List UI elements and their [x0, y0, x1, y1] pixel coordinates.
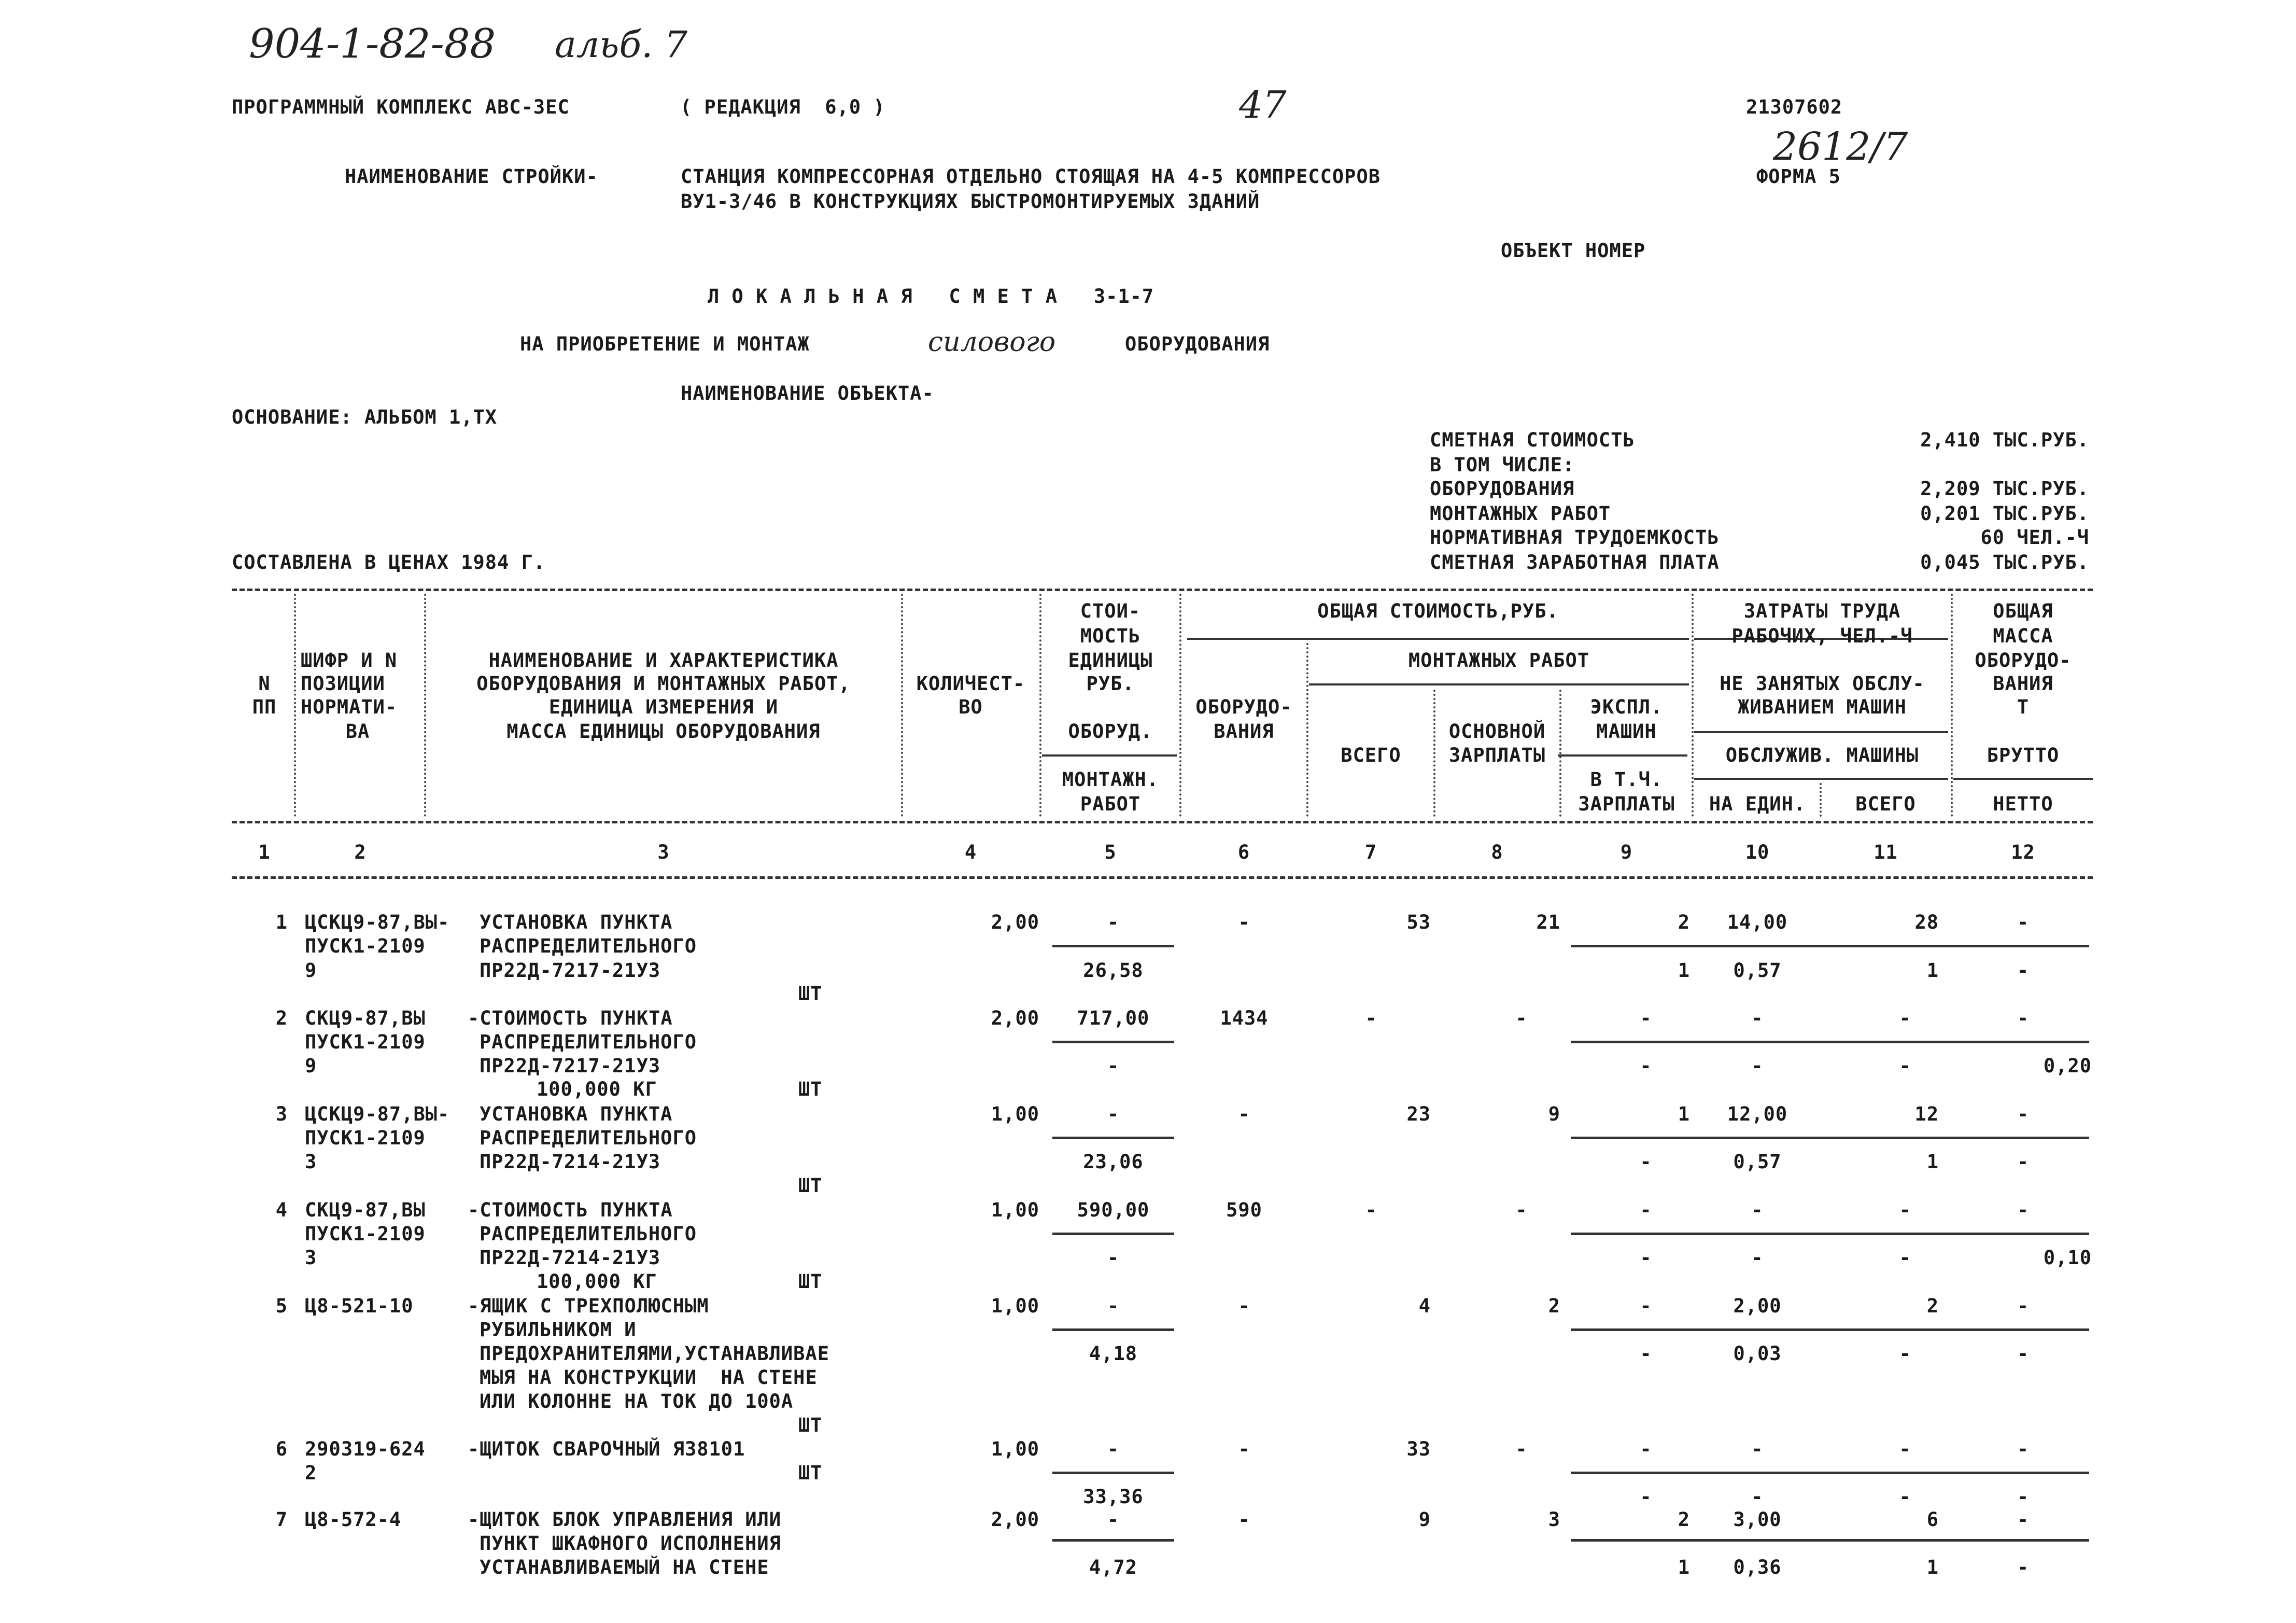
row-number: 2 — [275, 1007, 288, 1029]
col-header-labor-total: ВСЕГО — [1855, 793, 1916, 815]
col-header-name: НАИМЕНОВАНИЕ И ХАРАКТЕРИСТИКА — [488, 649, 839, 671]
row-mass-gross: - — [2017, 911, 2030, 933]
row-mass-gross: - — [2017, 1295, 2030, 1317]
row-labor-total: 6 — [1926, 1508, 1939, 1531]
row-labor-total-machines: - — [1899, 1342, 1911, 1365]
row-cost-machines: - — [1640, 1438, 1652, 1460]
row-labor-unit-machines: 0,03 — [1733, 1342, 1782, 1365]
row-labor-unit-machines: - — [1751, 1486, 1764, 1508]
construction-name-line-1: СТАНЦИЯ КОМПРЕССОРНАЯ ОТДЕЛЬНО СТОЯЩАЯ НА 4-5 КОМПРЕССОРОВ — [681, 165, 1381, 188]
estimate-subtitle-left: НА ПРИОБРЕТЕНИЕ И МОНТАЖ — [520, 333, 810, 355]
row-unit: ШТ — [798, 1270, 823, 1293]
row-code: СКЦ9-87,ВЫ — [305, 1199, 426, 1221]
col-header-machines: В Т.Ч. — [1590, 768, 1663, 791]
col-header-mass: НЕТТО — [1993, 793, 2053, 815]
row-mass-gross: - — [2017, 1007, 2030, 1029]
row-name: ПР22Д-7214-21У3 — [480, 1151, 661, 1173]
column-number: 1 — [258, 841, 271, 863]
row-unit: ШТ — [798, 1078, 823, 1100]
row-labor-total-machines: - — [1899, 1247, 1911, 1269]
col-header-code: НОРМАТИ- — [301, 696, 398, 718]
col-sep — [1306, 643, 1308, 817]
unit-price-rule — [1042, 754, 1177, 757]
row-mass-net: - — [2017, 1486, 2030, 1508]
form-label: ФОРМА 5 — [1756, 165, 1841, 188]
basis-label: ОСНОВАНИЕ: АЛЬБОМ 1,ТХ — [232, 406, 498, 428]
cell-divider — [1571, 1137, 2089, 1139]
col-header-code: ВА — [345, 720, 370, 743]
row-price-equipment: 717,00 — [1077, 1007, 1150, 1029]
row-price-mount: 4,18 — [1089, 1342, 1138, 1365]
summary-value: 2,209 ТЫС.РУБ. — [1920, 478, 2089, 500]
col-header-n: ПП — [252, 696, 277, 718]
program-edition: ( РЕДАКЦИЯ 6,0 ) — [680, 96, 885, 118]
col-header-name: ЕДИНИЦА ИЗМЕРЕНИЯ И — [548, 696, 779, 718]
row-labor-total-machines: 1 — [1926, 959, 1939, 982]
row-cost-machines: 2 — [1678, 1508, 1690, 1531]
summary-value: 2,410 ТЫС.РУБ. — [1920, 429, 2089, 451]
row-code: 3 — [305, 1151, 317, 1173]
row-code: ПУСК1-2109 — [305, 1031, 426, 1053]
col-header-equipment: ОБОРУДО- — [1195, 696, 1292, 718]
row-code: ЦСКЦ9-87,ВЫ- — [305, 1103, 450, 1125]
cell-divider — [1571, 1041, 2089, 1043]
cell-divider — [1571, 945, 2089, 947]
col-header-name: МАССА ЕДИНИЦЫ ОБОРУДОВАНИЯ — [506, 720, 821, 743]
row-mass-gross: - — [2017, 1438, 2030, 1460]
row-price-equipment: - — [1107, 1103, 1120, 1125]
row-cost-base-wage: 3 — [1548, 1508, 1560, 1531]
col-header-labor-unit: НА ЕДИН. — [1709, 793, 1806, 815]
col-group-total-cost: ОБЩАЯ СТОИМОСТЬ,РУБ. — [1317, 600, 1559, 622]
column-number: 12 — [2011, 841, 2035, 863]
col-group-labor-sub: НЕ ЗАНЯТЫХ ОБСЛУ- — [1720, 673, 1925, 695]
row-qty: 2,00 — [991, 911, 1039, 933]
row-qty: 1,00 — [991, 1199, 1039, 1221]
col-header-machines: МАШИН — [1596, 720, 1657, 743]
cell-divider — [1571, 1328, 2089, 1331]
row-labor-total: 28 — [1914, 911, 1939, 933]
col-header-base-wage: ОСНОВНОЙ — [1448, 720, 1546, 743]
col-header-mass: БРУТТО — [1987, 744, 2060, 766]
summary-label: СМЕТНАЯ СТОИМОСТЬ — [1430, 429, 1635, 451]
col-sep — [1179, 594, 1181, 817]
row-cost-equipment: - — [1238, 1438, 1250, 1460]
col-sep — [1433, 690, 1435, 817]
col-header-equipment: ВАНИЯ — [1214, 720, 1274, 743]
row-labor-unit: - — [1751, 1438, 1764, 1460]
col-group-mount: МОНТАЖНЫХ РАБОТ — [1408, 649, 1590, 671]
column-number: 2 — [354, 841, 367, 863]
row-cost-base-wage: - — [1515, 1438, 1528, 1460]
column-number: 9 — [1620, 841, 1633, 863]
row-labor-total: - — [1899, 1199, 1911, 1221]
row-labor-unit: 3,00 — [1733, 1508, 1782, 1531]
col-sep — [1039, 594, 1041, 817]
col-header-machines: ЭКСПЛ. — [1590, 696, 1663, 718]
col-header-machines: ЗАРПЛАТЫ — [1578, 793, 1675, 815]
row-cost-machines-wage: 1 — [1678, 1556, 1690, 1578]
row-name: РАСПРЕДЕЛИТЕЛЬНОГО — [480, 1223, 697, 1245]
row-number: 3 — [275, 1103, 288, 1125]
row-name: ПРЕДОХРАНИТЕЛЯМИ,УСТАНАВЛИВАЕ — [480, 1342, 830, 1365]
handwritten-page-number: 47 — [1239, 83, 1287, 127]
row-code: 9 — [305, 1055, 317, 1077]
labor-sub-rule — [1694, 731, 1948, 733]
col-header-qty: ВО — [959, 696, 983, 718]
col-header-unit-price: ОБОРУД. — [1068, 720, 1153, 743]
handwritten-sheet-code: 2612/7 — [1773, 124, 1908, 169]
row-name: УСТАНОВКА ПУНКТА — [480, 911, 673, 933]
row-labor-unit-machines: 0,57 — [1733, 1151, 1782, 1173]
construction-name-line-2: ВУ1-3/46 В КОНСТРУКЦИЯХ БЫСТРОМОНТИРУЕМЫХ ЗДАНИЙ — [681, 190, 1260, 213]
row-qty: 2,00 — [991, 1508, 1039, 1531]
col-header-mass: ОБОРУДО- — [1975, 649, 2072, 671]
row-mass-gross: - — [2017, 1508, 2030, 1531]
col-header-unit-price: МОСТЬ — [1080, 625, 1141, 647]
column-number: 3 — [657, 841, 670, 863]
row-mass-net: 0,20 — [2043, 1055, 2092, 1077]
summary-label: НОРМАТИВНАЯ ТРУДОЕМКОСТЬ — [1430, 526, 1720, 549]
price-basis-label: СОСТАВЛЕНА В ЦЕНАХ 1984 Г. — [232, 551, 546, 573]
row-cost-equipment: - — [1238, 911, 1250, 933]
row-mass-net: - — [2017, 1342, 2030, 1365]
column-number: 4 — [964, 841, 977, 863]
row-price-mount: 4,72 — [1089, 1556, 1138, 1578]
row-mass-net: - — [2017, 1151, 2030, 1173]
row-cost-base-wage: 2 — [1548, 1295, 1560, 1317]
column-number: 5 — [1104, 841, 1117, 863]
row-labor-unit: 2,00 — [1733, 1295, 1782, 1317]
row-name: 100,000 КГ — [537, 1078, 657, 1100]
row-price-mount: - — [1107, 1247, 1120, 1269]
row-mass-net: - — [2017, 1556, 2030, 1578]
row-labor-total-machines: 1 — [1926, 1556, 1939, 1578]
row-price-mount: 26,58 — [1083, 959, 1144, 982]
cell-divider — [1052, 945, 1174, 947]
header-bottom-rule — [232, 821, 2093, 823]
row-price-mount: - — [1107, 1055, 1120, 1077]
handwritten-project-code: 904-1-82-88 — [249, 21, 496, 67]
object-number-label: ОБЪЕКТ НОМЕР — [1501, 240, 1646, 262]
cell-divider — [1571, 1539, 2089, 1542]
row-code: Ц8-521-10 — [305, 1295, 414, 1317]
row-code: ПУСК1-2109 — [305, 1223, 426, 1245]
row-cost-base-wage: - — [1515, 1007, 1528, 1029]
row-unit: ШТ — [798, 1414, 823, 1436]
row-name: -СТОИМОСТЬ ПУНКТА — [468, 1199, 673, 1221]
col-header-unit-price: ЕДИНИЦЫ — [1068, 649, 1153, 671]
row-cost-mount-total: - — [1365, 1007, 1377, 1029]
row-labor-unit-machines: 0,36 — [1733, 1556, 1782, 1578]
row-labor-unit-machines: - — [1751, 1247, 1764, 1269]
row-name: ПР22Д-7217-21У3 — [480, 959, 661, 982]
row-mass-gross: - — [2017, 1103, 2030, 1125]
col-group-labor: РАБОЧИХ, ЧЕЛ.-Ч — [1731, 625, 1913, 647]
row-labor-total: 2 — [1926, 1295, 1939, 1317]
col-header-n: N — [258, 673, 271, 695]
row-cost-machines-wage: - — [1640, 1247, 1652, 1269]
row-labor-total-machines: - — [1899, 1486, 1911, 1508]
object-name-label: НАИМЕНОВАНИЕ ОБЪЕКТА- — [681, 382, 934, 404]
labor-sub-rule-2 — [1694, 778, 1948, 780]
column-number: 6 — [1237, 841, 1250, 863]
col-header-unit-price: РАБОТ — [1080, 793, 1141, 815]
mass-sub-rule — [1953, 778, 2093, 780]
summary-value: 0,201 ТЫС.РУБ. — [1920, 502, 2089, 525]
row-cost-base-wage: 9 — [1548, 1103, 1560, 1125]
row-name: РАСПРЕДЕЛИТЕЛЬНОГО — [480, 1127, 697, 1149]
row-unit: ШТ — [798, 1174, 823, 1197]
row-name: ПР22Д-7214-21У3 — [480, 1247, 661, 1269]
row-price-mount: 23,06 — [1083, 1151, 1144, 1173]
row-name: РАСПРЕДЕЛИТЕЛЬНОГО — [480, 935, 697, 957]
cell-divider — [1052, 1137, 1174, 1139]
handwritten-work-type: силового — [928, 327, 1056, 358]
row-cost-equipment: 590 — [1226, 1199, 1262, 1221]
col-header-mount-total: ВСЕГО — [1341, 744, 1401, 766]
col-group-labor: ЗАТРАТЫ ТРУДА — [1743, 600, 1901, 622]
mount-group-rule — [1309, 683, 1689, 685]
col-sep — [1559, 690, 1561, 817]
col-header-mass: МАССА — [1993, 625, 2053, 647]
program-name: ПРОГРАММНЫЙ КОМПЛЕКС АВС-3ЕС — [232, 96, 570, 118]
col-sep — [1692, 594, 1694, 817]
row-name: -ЩИТОК БЛОК УПРАВЛЕНИЯ ИЛИ — [468, 1508, 782, 1531]
row-cost-equipment: - — [1238, 1103, 1250, 1125]
row-name: 100,000 КГ — [537, 1270, 657, 1293]
col-header-name: ОБОРУДОВАНИЯ И МОНТАЖНЫХ РАБОТ, — [476, 673, 851, 695]
row-cost-mount-total: 23 — [1406, 1103, 1431, 1125]
row-code: Ц8-572-4 — [305, 1508, 402, 1531]
cell-divider — [1052, 1472, 1174, 1474]
col-sep — [1820, 783, 1822, 817]
col-header-unit-price: МОНТАЖН. — [1062, 768, 1159, 791]
row-qty: 1,00 — [991, 1103, 1039, 1125]
row-name: МЫЯ НА КОНСТРУКЦИИ НА СТЕНЕ — [480, 1366, 818, 1389]
cell-divider — [1052, 1233, 1174, 1235]
row-name: -СТОИМОСТЬ ПУНКТА — [468, 1007, 673, 1029]
row-price-equipment: - — [1107, 1508, 1120, 1531]
row-cost-base-wage: - — [1515, 1199, 1528, 1221]
row-price-equipment: - — [1107, 911, 1120, 933]
col-group-labor-sub: ЖИВАНИЕМ МАШИН — [1738, 696, 1907, 718]
row-labor-unit: - — [1751, 1007, 1764, 1029]
col-header-mass: ВАНИЯ — [1993, 673, 2053, 695]
col-header-code: ПОЗИЦИИ — [301, 673, 385, 695]
row-labor-total: - — [1899, 1438, 1911, 1460]
col-header-labor-machines: ОБСЛУЖИВ. МАШИНЫ — [1725, 744, 1919, 766]
row-cost-equipment: - — [1238, 1295, 1250, 1317]
row-labor-total-machines: - — [1899, 1055, 1911, 1077]
row-cost-machines-wage: - — [1640, 1342, 1652, 1365]
col-header-mass: Т — [2017, 696, 2030, 718]
row-number: 4 — [275, 1199, 288, 1221]
row-cost-machines: - — [1640, 1199, 1652, 1221]
column-number: 7 — [1364, 841, 1377, 863]
cell-divider — [1571, 1472, 2089, 1474]
row-name: -ЩИТОК СВАРОЧНЫЙ Я38101 — [468, 1438, 745, 1460]
col-sep — [901, 594, 903, 817]
col-sep — [424, 594, 426, 817]
summary-label: ОБОРУДОВАНИЯ — [1430, 478, 1575, 500]
cell-divider — [1052, 1328, 1174, 1331]
row-cost-machines: - — [1640, 1295, 1652, 1317]
row-name: ИЛИ КОЛОННЕ НА ТОК ДО 100А — [480, 1390, 794, 1412]
row-name: ПУНКТ ШКАФНОГО ИСПОЛНЕНИЯ — [480, 1532, 781, 1555]
col-header-code: ШИФР И N — [301, 649, 398, 671]
row-qty: 2,00 — [991, 1007, 1039, 1029]
col-header-unit-price: СТОИ- — [1080, 600, 1141, 622]
row-cost-mount-total: 53 — [1406, 911, 1431, 933]
row-mass-gross: - — [2017, 1199, 2030, 1221]
row-price-mount: 33,36 — [1083, 1486, 1144, 1508]
row-code: ЦСКЦ9-87,ВЫ- — [305, 911, 450, 933]
row-code: 2 — [305, 1462, 317, 1484]
row-cost-machines: - — [1640, 1007, 1652, 1029]
row-mass-net: - — [2017, 959, 2030, 982]
summary-label: СМЕТНАЯ ЗАРАБОТНАЯ ПЛАТА — [1430, 551, 1720, 573]
cell-divider — [1052, 1041, 1174, 1043]
row-name: УСТАНАВЛИВАЕМЫЙ НА СТЕНЕ — [480, 1556, 769, 1578]
row-labor-total-machines: 1 — [1926, 1151, 1939, 1173]
row-code: ПУСК1-2109 — [305, 935, 426, 957]
row-price-equipment: 590,00 — [1077, 1199, 1150, 1221]
row-cost-mount-total: - — [1365, 1199, 1377, 1221]
document-number: 21307602 — [1746, 96, 1843, 118]
row-name: РУБИЛЬНИКОМ И — [480, 1319, 637, 1341]
row-price-equipment: - — [1107, 1438, 1120, 1460]
handwritten-album: альб. 7 — [555, 23, 688, 66]
summary-value: 0,045 ТЫС.РУБ. — [1920, 551, 2089, 573]
cell-divider — [1571, 1233, 2089, 1235]
row-cost-machines-wage: - — [1640, 1486, 1652, 1508]
row-mass-net: 0,10 — [2043, 1247, 2092, 1269]
column-number: 10 — [1745, 841, 1770, 863]
row-price-equipment: - — [1107, 1295, 1120, 1317]
summary-label: В ТОМ ЧИСЛЕ: — [1430, 454, 1575, 476]
estimate-title: Л О К А Л Ь Н А Я С М Е Т А 3-1-7 — [708, 285, 1154, 307]
row-cost-machines-wage: - — [1640, 1055, 1652, 1077]
row-cost-machines-wage: 1 — [1678, 959, 1690, 982]
row-cost-equipment: 1434 — [1220, 1007, 1269, 1029]
row-cost-base-wage: 21 — [1536, 911, 1560, 933]
row-name: -ЯЩИК С ТРЕХПОЛЮСНЫМ — [468, 1295, 709, 1317]
row-unit: ШТ — [798, 983, 823, 1005]
row-cost-mount-total: 4 — [1418, 1295, 1431, 1317]
row-labor-total: 12 — [1914, 1103, 1939, 1125]
column-number: 11 — [1874, 841, 1898, 863]
row-cost-mount-total: 9 — [1418, 1508, 1431, 1531]
col-sep — [1951, 594, 1953, 817]
row-code: СКЦ9-87,ВЫ — [305, 1007, 426, 1029]
table-top-rule — [232, 589, 2093, 591]
estimate-subtitle-right: ОБОРУДОВАНИЯ — [1125, 333, 1270, 355]
row-number: 6 — [275, 1438, 288, 1460]
col-header-unit-price: РУБ. — [1086, 673, 1135, 695]
row-name: ПР22Д-7217-21У3 — [480, 1055, 661, 1077]
row-labor-unit: 12,00 — [1727, 1103, 1788, 1125]
row-unit: ШТ — [798, 1462, 823, 1484]
row-cost-machines: 2 — [1678, 911, 1690, 933]
row-labor-unit-machines: - — [1751, 1055, 1764, 1077]
machines-sub-rule — [1558, 754, 1687, 757]
row-qty: 1,00 — [991, 1295, 1039, 1317]
row-cost-machines-wage: - — [1640, 1151, 1652, 1173]
row-code: 3 — [305, 1247, 317, 1269]
row-name: УСТАНОВКА ПУНКТА — [480, 1103, 673, 1125]
row-number: 7 — [275, 1508, 288, 1531]
summary-label: МОНТАЖНЫХ РАБОТ — [1430, 502, 1611, 525]
construction-label: НАИМЕНОВАНИЕ СТРОЙКИ- — [345, 165, 598, 188]
col-header-mass: ОБЩАЯ — [1993, 600, 2053, 622]
row-labor-unit: - — [1751, 1199, 1764, 1221]
row-cost-mount-total: 33 — [1406, 1438, 1431, 1460]
row-qty: 1,00 — [991, 1438, 1039, 1460]
row-number: 5 — [275, 1295, 288, 1317]
cell-divider — [1052, 1539, 1174, 1542]
col-header-base-wage: ЗАРПЛАТЫ — [1448, 744, 1546, 766]
row-code: ПУСК1-2109 — [305, 1127, 426, 1149]
row-cost-machines: 1 — [1678, 1103, 1690, 1125]
row-labor-unit: 14,00 — [1727, 911, 1788, 933]
row-code: 9 — [305, 959, 317, 982]
row-number: 1 — [275, 911, 288, 933]
summary-value: 60 ЧЕЛ.-Ч — [1980, 526, 2089, 549]
column-numbers-rule — [232, 876, 2093, 879]
cost-group-rule — [1187, 638, 1689, 640]
col-sep — [294, 594, 296, 817]
row-labor-unit-machines: 0,57 — [1733, 959, 1782, 982]
column-number: 8 — [1491, 841, 1503, 863]
row-labor-total: - — [1899, 1007, 1911, 1029]
col-header-qty: КОЛИЧЕСТ- — [916, 673, 1025, 695]
row-code: 290319-624 — [305, 1438, 426, 1460]
row-cost-equipment: - — [1238, 1508, 1250, 1531]
row-name: РАСПРЕДЕЛИТЕЛЬНОГО — [480, 1031, 697, 1053]
